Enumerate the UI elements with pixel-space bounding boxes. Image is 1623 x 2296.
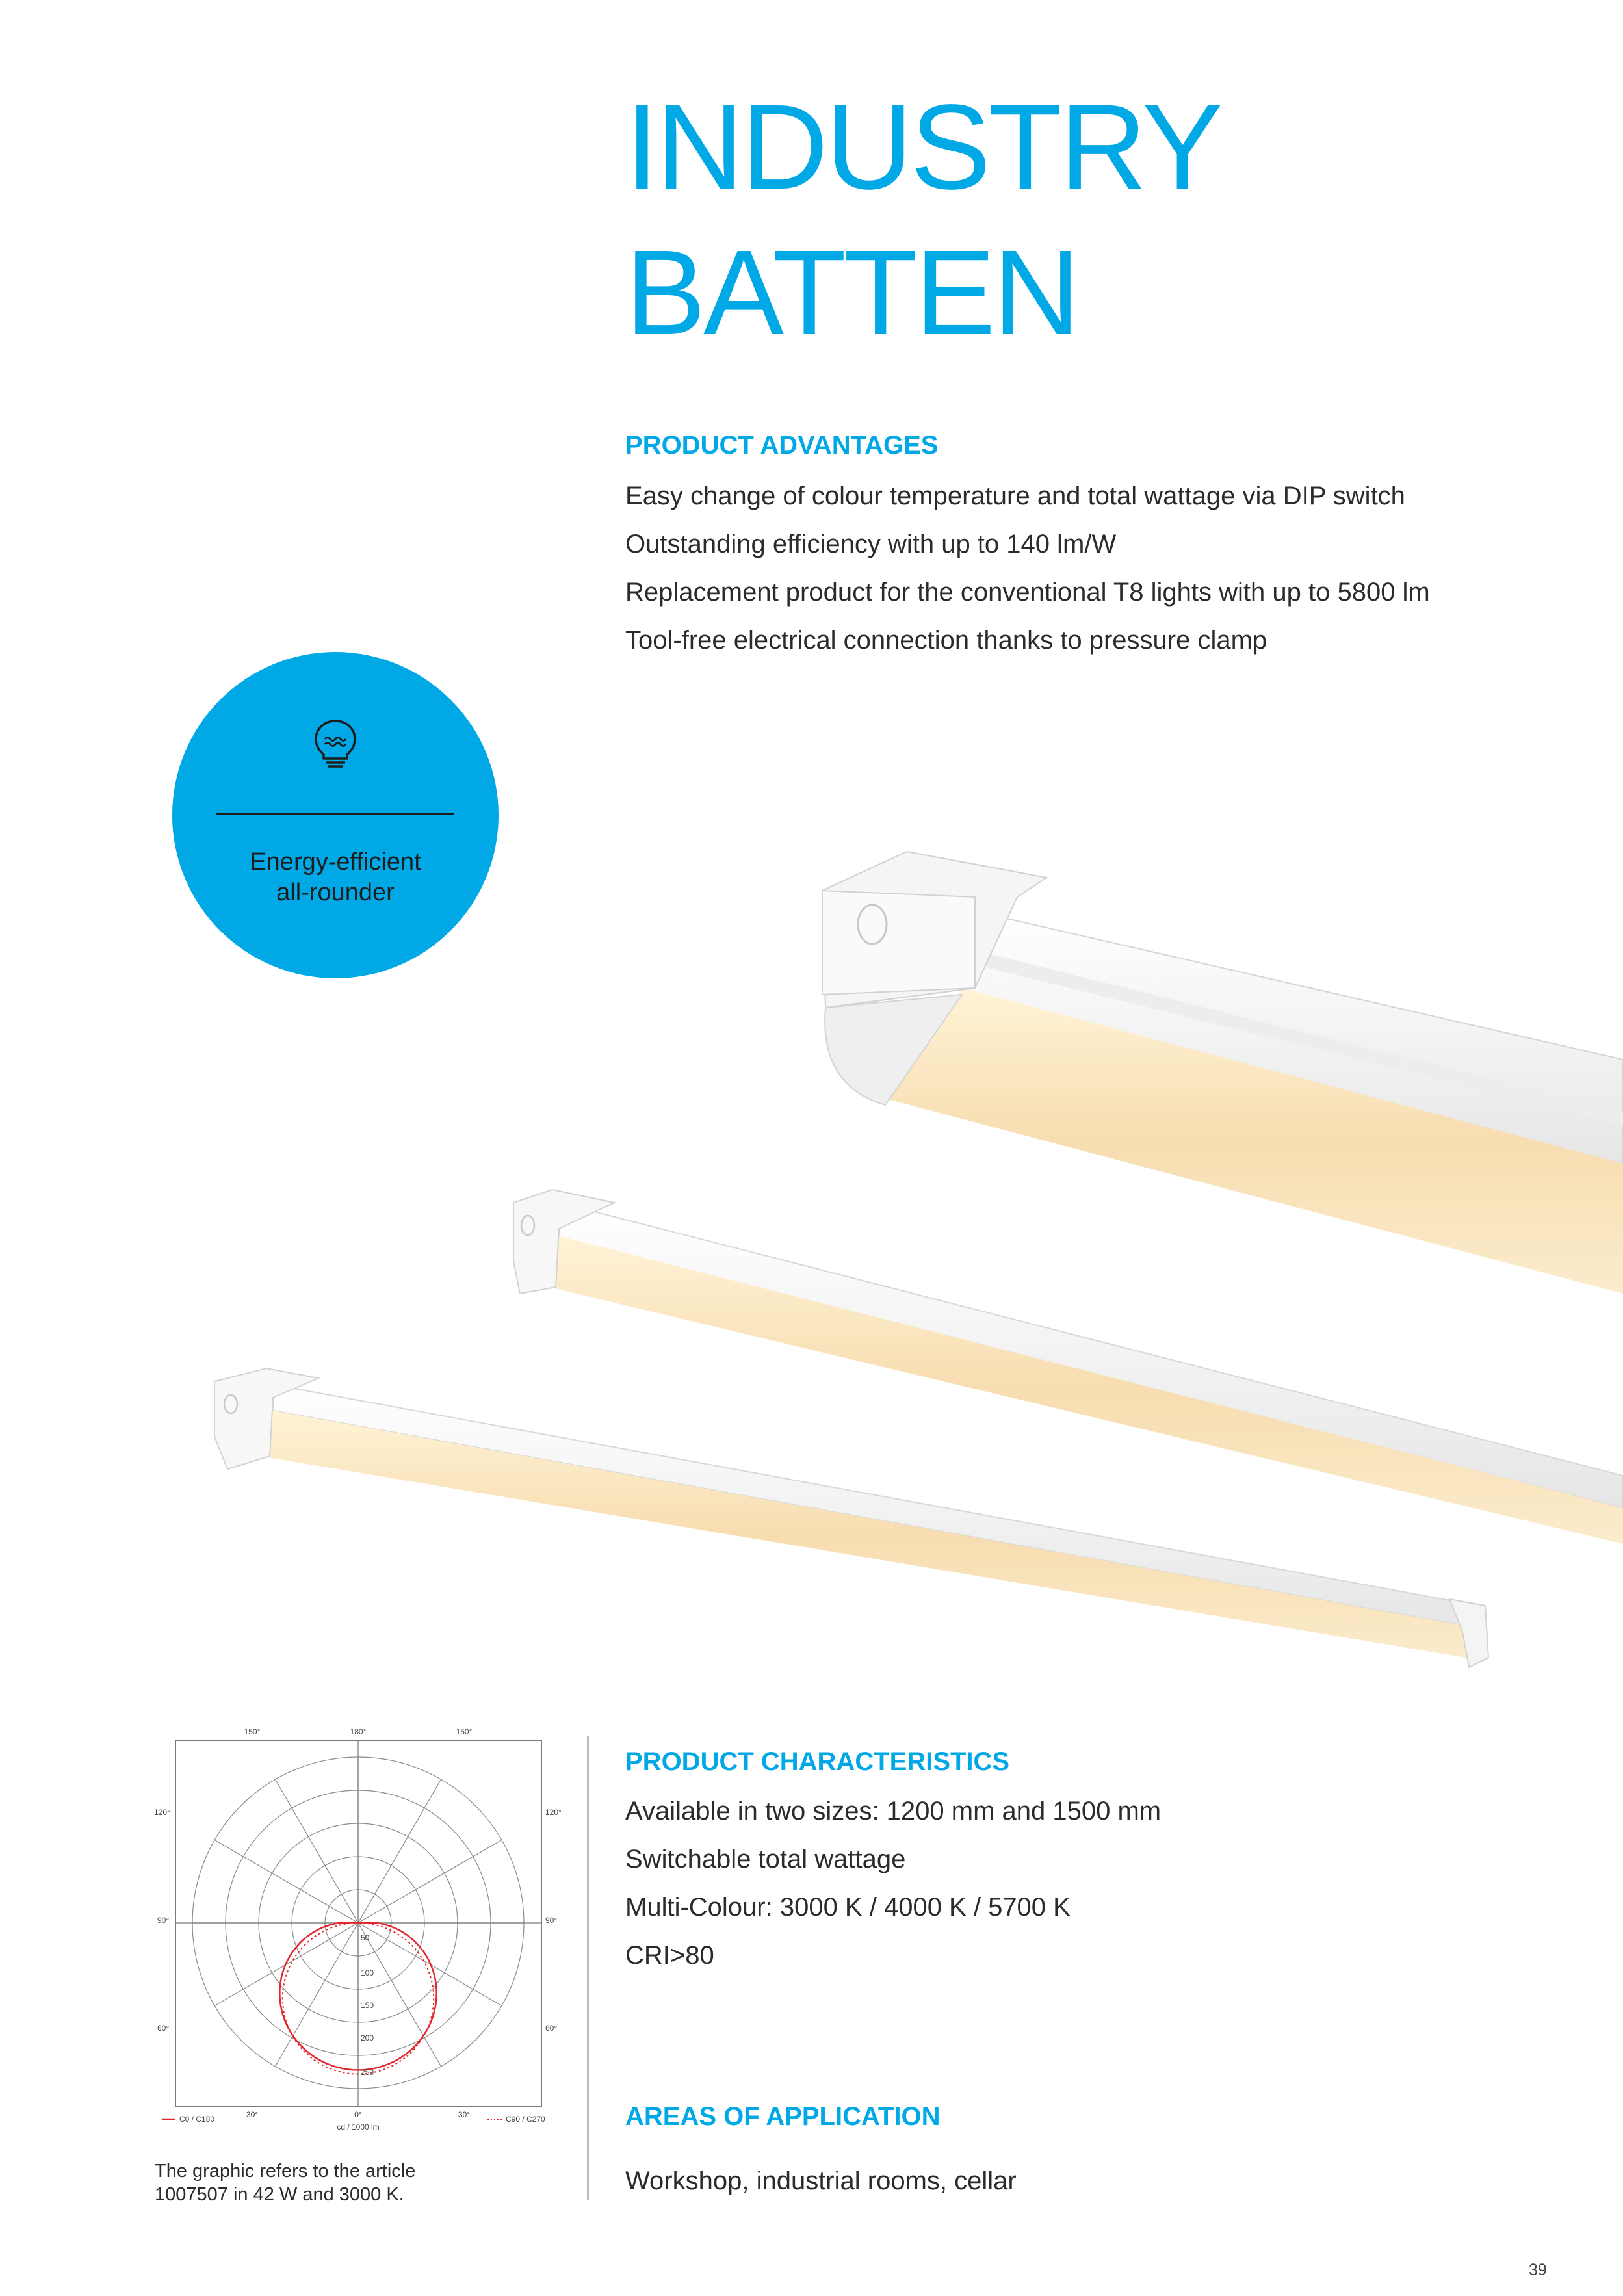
angle-label: 120° [154,1808,170,1817]
product-image [0,839,1623,1710]
diagram-caption [155,2159,415,2206]
badge-label-line-1: Energy-efficient [250,848,421,876]
angle-label: 60° [157,2024,170,2033]
characteristics-heading: PRODUCT CHARACTERISTICS [625,1747,1010,1776]
badge-label-line-2: all-rounder [276,879,395,906]
radial-tick: 200 [361,2033,374,2042]
angle-label: 120° [545,1808,562,1817]
column-divider [587,1736,589,2200]
batten-large [822,852,1623,1294]
lightbulb-icon [308,717,363,772]
legend-label: C0 / C180 [179,2115,215,2124]
unit-label: cd / 1000 lm [337,2122,380,2132]
angle-label: 30° [246,2110,259,2119]
characteristics-list [625,1787,1161,1979]
list-item: Easy change of colour temperature and total wattage via DIP switch [625,482,1405,510]
list-item: Workshop, industrial rooms, cellar [625,2167,1017,2195]
title-line-1: INDUSTRY [625,80,1221,215]
list-item: Replacement product for the conventional T8 lights with up to 5800 lm [625,578,1430,607]
caption-line-2: 1007507 in 42 W and 3000 K. [155,2184,404,2205]
legend-label: C90 / C270 [506,2115,545,2124]
list-item: Outstanding efficiency with up to 140 lm/W [625,530,1117,558]
angle-label: 0° [354,2110,362,2119]
advantages-heading: PRODUCT ADVANTAGES [625,431,939,460]
list-item: Multi-Colour: 3000 K / 4000 K / 5700 K [625,1893,1071,1922]
caption-line-1: The graphic refers to the article [155,2161,416,2182]
title-line-2: BATTEN [625,226,1078,360]
page-number: 39 [1529,2261,1547,2279]
angle-label: 150° [244,1727,261,1736]
list-item: CRI>80 [625,1941,714,1970]
polar-distribution-diagram [144,1716,573,2145]
application-heading: AREAS OF APPLICATION [625,2102,941,2131]
list-item: Switchable total wattage [625,1845,906,1873]
angle-label: 60° [545,2024,558,2033]
radial-tick: 100 [361,1968,374,1977]
list-item: Tool-free electrical connection thanks to pressure clamp [625,626,1267,655]
angle-label: 90° [157,1916,170,1925]
angle-label: 180° [350,1727,367,1736]
radial-tick: 150 [361,2001,374,2010]
application-list [625,2157,1017,2205]
page-title [625,75,1220,366]
advantages-list [625,472,1430,664]
angle-label: 30° [458,2110,471,2119]
angle-label: 150° [456,1727,473,1736]
list-item: Available in two sizes: 1200 mm and 1500 mm [625,1797,1162,1825]
radial-tick: 250 [361,2068,374,2077]
badge-divider [216,813,454,815]
angle-label: 90° [545,1916,558,1925]
radial-tick: 50 [361,1933,370,1942]
